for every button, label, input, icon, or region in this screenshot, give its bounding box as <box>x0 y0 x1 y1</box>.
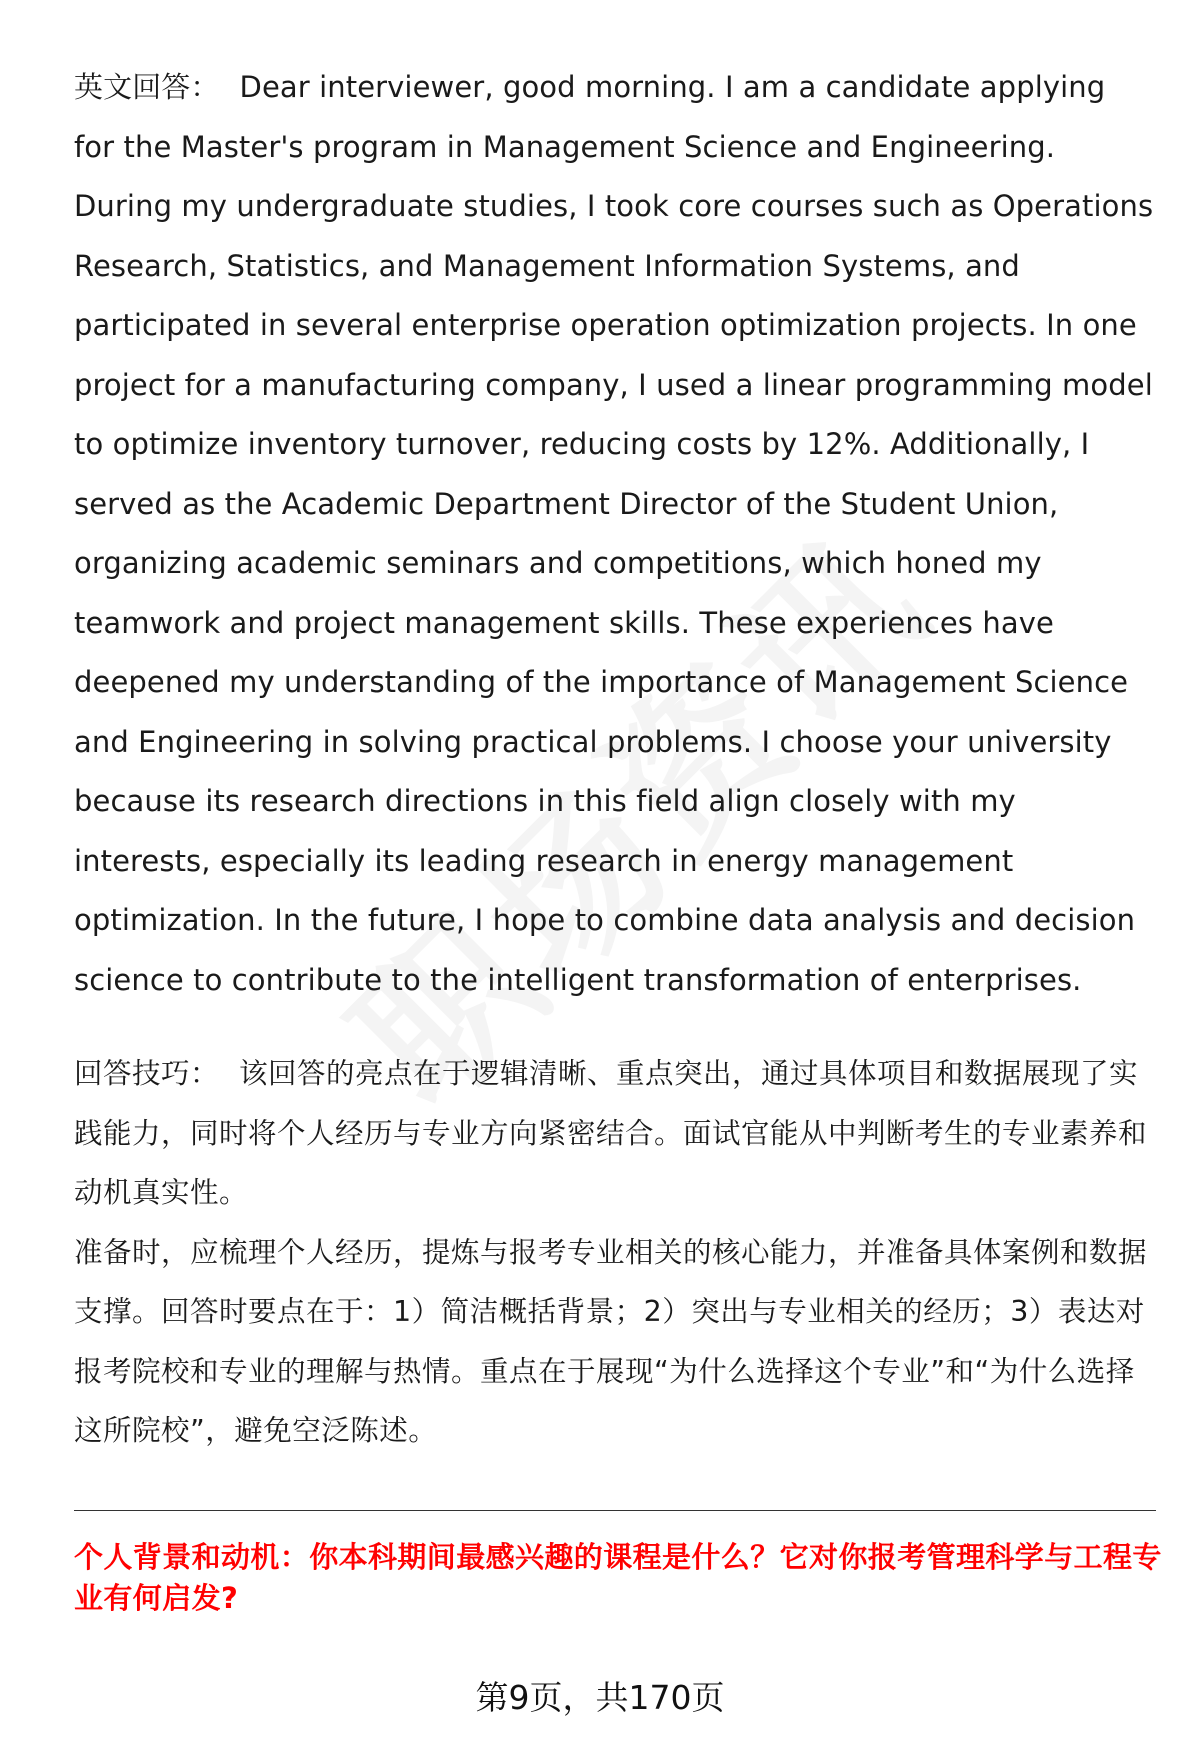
page-number: 第9页，共170页 <box>475 1678 725 1717</box>
next-question-heading: 个人背景和动机：你本科期间最感兴趣的课程是什么？它对你报考管理科学与工程专业有何启发? <box>74 1540 1162 1615</box>
tips-paragraph-1 <box>74 1044 1154 1223</box>
section-divider <box>74 1510 1156 1511</box>
english-answer-paragraph <box>74 58 1154 1010</box>
english-answer-text: Dear interviewer, good morning. I am a candidate applying for the Master's program in Management Science and Engineering. During my undergraduate studies, I took core courses such as Operations Research, Statistics, and Management Information Systems, and participated in several enterprise operation optimization projects. In one project for a manufacturing company, I used a linear programming model to optimize inventory turnover, reducing costs by 12%. Additionally, I served as the Academic Department Director of the Student Union, organizing academic seminars and competitions, which honed my teamwork and project management skills. These experiences have deepened my understanding of the importance of Management Science and Engineering in solving practical problems. I choose your university because its research directions in this field align closely with my interests, especially its leading research in energy management optimization. In the future, I hope to combine data analysis and decision science to contribute to the intelligent transformation of enterprises. <box>74 70 1154 997</box>
answer-tips-section <box>74 1044 1154 1461</box>
tips-paragraph-2: 准备时，应梳理个人经历，提炼与报考专业相关的核心能力，并准备具体案例和数据支撑。回答时要点在于：1）简洁概括背景；2）突出与专业相关的经历；3）表达对报考院校和专业的理解与热情。重点在于展现“为什么选择这个专业”和“为什么选择这所院校”，避免空泛陈述。 <box>74 1235 1148 1447</box>
tips-text-1: 该回答的亮点在于逻辑清晰、重点突出，通过具体项目和数据展现了实践能力，同时将个人经历与专业方向紧密结合。面试官能从中判断考生的专业素养和动机真实性。 <box>74 1057 1148 1209</box>
document-body <box>74 58 1154 1461</box>
tips-label: 回答技巧： <box>74 1057 220 1090</box>
english-answer-label: 英文回答： <box>74 70 220 104</box>
